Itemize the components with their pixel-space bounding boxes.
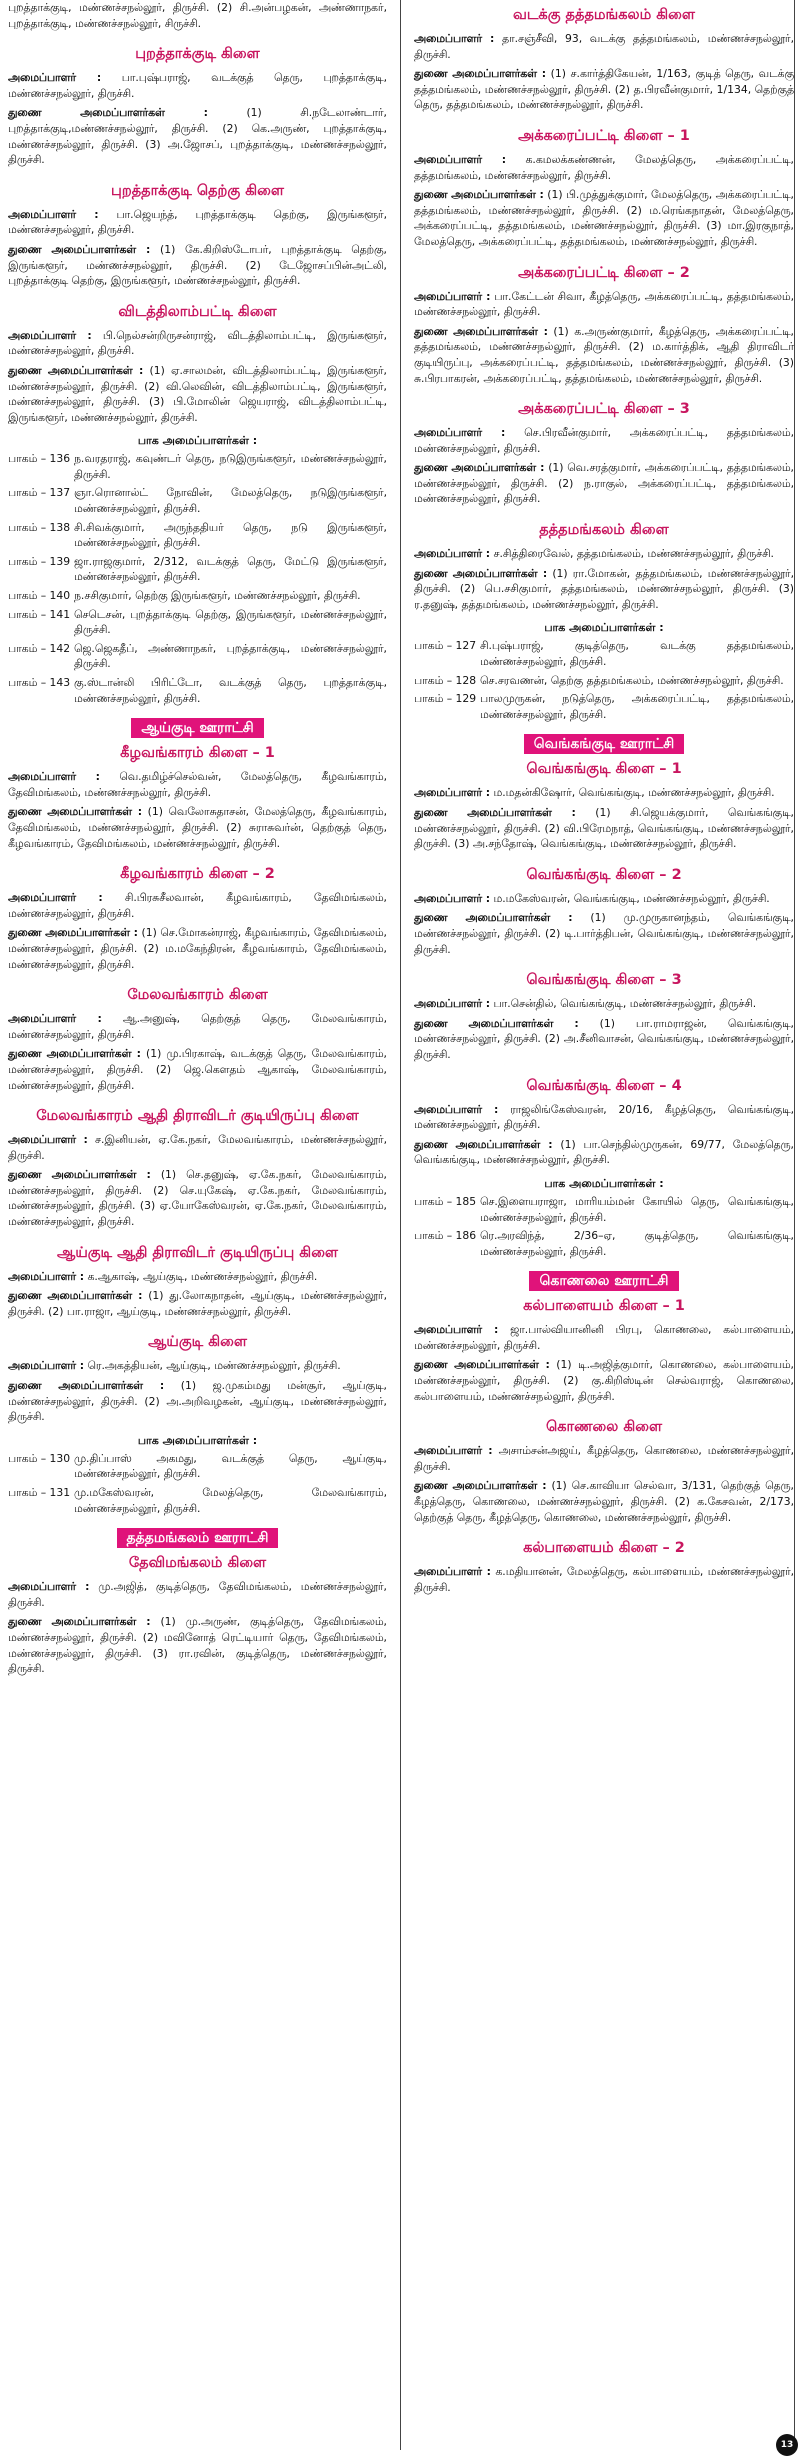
- deputies-text: (1) செ.காவியா செல்வா, 3/131, தெற்குத் தெரு, கீழத்தெரு, கொணலை, மண்ணச்சநல்லூர், திருச்சி. (2) க.கேசவன், 2/173, தெற்குத் தெரு, கீழத்தெரு, கொணலை, மண்ணச்சநல்லூர், திருச்சி.: [414, 1479, 794, 1524]
- deputies-text: (1) மு.முருகானந்தம், வெங்கங்குடி, மண்ணச்சநல்லூர், திருச்சி. (2) டி.பார்த்திபன், வெங்கங்குடி, மண்ணச்சநல்லூர், திருச்சி.: [414, 911, 794, 956]
- deputies-text: (1) பி.முத்துக்குமார், மேலத்தெரு, அக்கரைப்பட்டி, தத்தமங்கலம், மண்ணச்சநல்லூர், திருச்சி. (2) ம.ரெங்கநாதன், மேலத்தெரு, அக்கரைப்பட்டி, தத்தமங்கலம், மண்ணச்சநல்லூர், திருச்சி. (3) மா.இரகுநாத், மேலத்தெரு, அக்கரைப்பட்டி, தத்தமங்கலம், மண்ணச்சநல்லூர், திருச்சி.: [414, 188, 794, 248]
- organizer-text: பா.ஜெயந்த், புறத்தாக்குடி தெற்கு, இருங்களூர், மண்ணச்சநல்லூர், திருச்சி.: [8, 207, 388, 237]
- organizer-label: அமைப்பாளர் :: [414, 547, 491, 561]
- deputies-entry: [414, 324, 794, 386]
- branch-title: வெங்கங்குடி கிளை – 1: [526, 761, 682, 778]
- organizer-text: பா.சென்தில், வெங்கங்குடி, மண்ணச்சநல்லூர், திருச்சி.: [493, 997, 757, 1011]
- deputies-text: (1) க.அருண்குமார், கீழத்தெரு, அக்கரைப்பட்டி, தத்தமங்கலம், மண்ணச்சநல்லூர், திருச்சி. (2) ம.கார்த்திக், ஆதி திராவிடர் குடியிருப்பு, அக்கரைப்பட்டி, தத்தமங்கலம், மண்ணச்சநல்லூர், திருச்சி. (3) சு.பிரபாகரன், அக்கரைப்பட்டி, தத்தமங்கலம், மண்ணச்சநல்லூர், திருச்சி.: [414, 324, 794, 385]
- branch-title: வெங்கங்குடி கிளை – 2: [526, 866, 682, 883]
- deputies-entry: [414, 66, 794, 113]
- organizer-entry: [414, 1102, 794, 1133]
- deputies-label: துணை அமைப்பாளர்கள் :: [414, 1358, 550, 1372]
- deputies-label: துணை அமைப்பாளர்கள் :: [414, 461, 545, 475]
- branch-title: புறத்தாக்குடி தெற்கு கிளை: [111, 182, 284, 199]
- panchayat-banner: தத்தமங்கலம் ஊராட்சி: [117, 1528, 279, 1548]
- deputies-label: துணை அமைப்பாளர்கள் :: [414, 806, 576, 819]
- deputies-label: துணை அமைப்பாளர்கள் :: [8, 1289, 143, 1303]
- booth-text: ரெ.அரவிந்த், 2/36–ஏ, குடித்தெரு, வெங்கங்குடி, மண்ணச்சநல்லூர், திருச்சி.: [480, 1229, 794, 1258]
- booth-number: பாகம் – 140: [8, 589, 71, 603]
- organizer-text: பா.கேட்டன் சிவா, கீழத்தெரு, அக்கரைப்பட்டி, தத்தமங்கலம், மண்ணச்சநல்லூர், திருச்சி.: [414, 289, 794, 319]
- booth-number: பாகம் – 139: [8, 554, 71, 568]
- organizer-label: அமைப்பாளர் :: [414, 891, 491, 905]
- branch-title: கல்பாளையம் கிளை – 2: [523, 1540, 685, 1557]
- organizer-entry: [8, 1132, 387, 1163]
- organizer-text: ம.மகேஸ்வரன், வெங்கங்குடி, மண்ணச்சநல்லூர், திருச்சி.: [493, 891, 770, 905]
- organizer-label: அமைப்பாளர் :: [8, 1133, 88, 1147]
- deputies-text: (1) ஏ.சாலமன், விடத்திலாம்பட்டி, இருங்களூர், மண்ணச்சநல்லூர், திருச்சி. (2) வி.லெவின், விடத்திலாம்பட்டி, இருங்களூர், மண்ணச்சநல்லூர், திருச்சி. (3) பி.மோலின் ஜெயராஜ், விடத்திலாம்பட்டி, இருங்களூர், மண்ணச்சநல்லூர், திருச்சி.: [8, 363, 387, 424]
- booth-row: [8, 1451, 387, 1482]
- booth-number: பாகம் – 127: [414, 639, 477, 653]
- deputies-entry: [8, 804, 387, 851]
- deputies-entry: [8, 105, 387, 167]
- deputies-label: துணை அமைப்பாளர்கள் :: [414, 1137, 553, 1151]
- organizer-text: க.கமலக்கண்ணன், மேலத்தெரு, அக்கரைப்பட்டி, தத்தமங்கலம், மண்ணச்சநல்லூர், திருச்சி.: [414, 152, 794, 182]
- organizer-text: ரெ.அகத்தியன், ஆய்குடி, மண்ணச்சநல்லூர், திருச்சி.: [87, 1359, 341, 1373]
- branch-title: அக்கரைப்பட்டி கிளை – 2: [518, 264, 690, 281]
- organizer-text: ச.இனியன், ஏ.கே.நகர், மேலவங்காரம், மண்ணச்சநல்லூர், திருச்சி.: [8, 1133, 388, 1162]
- organizer-entry: [8, 207, 387, 238]
- organizer-entry: [414, 425, 794, 456]
- booth-heading: பாக அமைப்பாளர்கள் :: [137, 434, 258, 448]
- booth-row: [8, 1485, 387, 1516]
- deputies-text: (1) பா.செந்தில்முருகன், 69/77, மேலத்தெரு, வெங்கங்குடி, மண்ணச்சநல்லூர், திருச்சி.: [414, 1137, 794, 1167]
- booth-number: பாகம் – 143: [8, 676, 71, 689]
- organizer-label: அமைப்பாளர் :: [414, 152, 507, 166]
- deputies-text: (1) ச.கார்த்திகேயன், 1/163, குடித் தெரு, வடக்கு தத்தமங்கலம், மண்ணச்சநல்லூர், திருச்சி. (2) த.பிரவீன்குமார், 1/134, தெற்குத் தெரு, தத்தமங்கலம், மண்ணச்சநல்லூர், திருச்சி.: [414, 67, 794, 112]
- deputies-entry: [414, 1478, 794, 1525]
- branch-title: ஆய்குடி ஆதி திராவிடர் குடியிருப்பு கிளை: [56, 1244, 338, 1261]
- branch-title: வெங்கங்குடி கிளை – 4: [526, 1077, 682, 1094]
- booth-number: பாகம் – 142: [8, 641, 71, 655]
- deputies-entry: [414, 805, 794, 852]
- branch-title: புறத்தாக்குடி கிளை: [135, 46, 260, 63]
- panchayat-banner: கொணலை ஊராட்சி: [529, 1271, 678, 1291]
- deputies-label: துணை அமைப்பாளர்கள் :: [8, 1047, 141, 1061]
- branch-title: கீழவங்காரம் கிளை – 2: [120, 866, 275, 883]
- deputies-entry: [414, 1016, 794, 1063]
- organizer-entry: [414, 31, 794, 62]
- branch-title: விடத்திலாம்பட்டி கிளை: [118, 303, 277, 320]
- organizer-text: க.ஆகாஷ், ஆய்குடி, மண்ணச்சநல்லூர், திருச்சி.: [87, 1269, 318, 1283]
- booth-row: [8, 675, 387, 706]
- deputies-entry: [414, 1137, 794, 1168]
- deputies-label: துணை அமைப்பாளர்கள் :: [414, 67, 547, 81]
- deputies-label: துணை அமைப்பாளர்கள் :: [8, 805, 143, 819]
- booth-text: ஞா.ரொனால்ட் நோவின், மேலத்தெரு, நடுஇருங்களூர், மண்ணச்சநல்லூர், திருச்சி.: [74, 486, 387, 516]
- branch-title: கொணலை கிளை: [545, 1419, 663, 1436]
- deputies-label: துணை அமைப்பாளர்கள் :: [8, 242, 151, 256]
- booth-heading: பாக அமைப்பாளர்கள் :: [544, 1176, 664, 1190]
- organizer-text: ஜா.பால்வியானினி பிரபு, கொணலை, கல்பாளையம், மண்ணச்சநல்லூர், திருச்சி.: [414, 1323, 795, 1352]
- deputies-entry: [8, 1167, 387, 1229]
- organizer-text: ம.மதன்கிஷோர், வெங்கங்குடி, மண்ணச்சநல்லூர், திருச்சி.: [493, 786, 775, 800]
- organizer-label: அமைப்பாளர் :: [8, 207, 99, 221]
- organizer-entry: [8, 1269, 387, 1285]
- organizer-label: அமைப்பாளர் :: [8, 71, 102, 85]
- organizer-entry: [414, 152, 794, 183]
- panchayat-banner: வெங்கங்குடி ஊராட்சி: [524, 734, 684, 754]
- deputies-entry: [414, 187, 794, 249]
- deputies-text: (1) பா.ராமராஜன், வெங்கங்குடி, மண்ணச்சநல்லூர், திருச்சி. (2) அ.சீனிவாசன், வெங்கங்குடி, மண்ணச்சநல்லூர், திருச்சி.: [414, 1016, 794, 1061]
- organizer-text: ராஜலிங்கேஸ்வரன், 20/16, கீழத்தெரு, வெங்கங்குடி, மண்ணச்சநல்லூர், திருச்சி.: [414, 1102, 795, 1132]
- booth-heading: பாக அமைப்பாளர்கள் :: [544, 621, 664, 635]
- deputies-text: (1) மு.அருண், குடித்தெரு, தேவிமங்கலம், மண்ணச்சநல்லூர், திருச்சி. (2) மவினோத் ரெட்டியார் தெரு, தேவிமங்கலம், மண்ணச்சநல்லூர், திருச்சி. (3) ரா.ரவின், குடித்தெரு, மண்ணச்சநல்லூர், திருச்சி.: [8, 1615, 387, 1676]
- deputies-entry: [8, 1046, 387, 1093]
- branch-title: அக்கரைப்பட்டி கிளை – 3: [518, 401, 690, 418]
- organizer-entry: [414, 891, 794, 907]
- deputies-entry: [8, 363, 387, 425]
- booth-text: ந.சசிகுமார், தெற்கு இருங்களூர், மண்ணச்சநல்லூர், திருச்சி.: [74, 589, 361, 603]
- deputies-label: துணை அமைப்பாளர்கள் :: [414, 1479, 547, 1493]
- deputies-text: (1) வெ.சரத்குமார், அக்கரைப்பட்டி, தத்தமங்கலம், மண்ணச்சநல்லூர், திருச்சி. (2) ந.ராகுல், அக்கரைப்பட்டி, தத்தமங்கலம், மண்ணச்சநல்லூர், திருச்சி.: [414, 461, 794, 506]
- organizer-label: அமைப்பாளர் :: [414, 1323, 499, 1337]
- deputies-text: (1) ஜ.முகம்மது மன்சூர், ஆய்குடி, மண்ணச்சநல்லூர், திருச்சி. (2) அ.அறிவழகன், ஆய்குடி, மண்ணச்சநல்லூர், திருச்சி.: [8, 1379, 387, 1424]
- booth-number: பாகம் – 137: [8, 486, 71, 500]
- organizer-text: அசாம்சன்அஜய், கீழத்தெரு, கொணலை, மண்ணச்சநல்லூர், திருச்சி.: [414, 1444, 795, 1473]
- organizer-entry: [8, 769, 387, 800]
- deputies-label: துணை அமைப்பாளர்கள் :: [8, 363, 144, 377]
- booth-row: [414, 1194, 794, 1225]
- organizer-label: அமைப்பாளர் :: [8, 1359, 85, 1373]
- organizer-label: அமைப்பாளர் :: [414, 1444, 493, 1458]
- organizer-label: அமைப்பாளர் :: [414, 786, 491, 800]
- booth-number: பாகம் – 136: [8, 452, 71, 466]
- deputies-text: (1) ரா.மோகன், தத்தமங்கலம், மண்ணச்சநல்லூர், திருச்சி. (2) பெ.சசிகுமார், தத்தமங்கலம், மண்ணச்சநல்லூர், திருச்சி. (3) ர.தனுஷ், தத்தமங்கலம், மண்ணச்சநல்லூர், திருச்சி.: [414, 566, 795, 611]
- booth-text: மு.மகேஸ்வரன், மேலத்தெரு, மேலவங்காரம், மண்ணச்சநல்லூர், திருச்சி.: [74, 1486, 387, 1515]
- booth-row: [8, 588, 387, 604]
- organizer-label: அமைப்பாளர் :: [414, 289, 491, 303]
- booth-number: பாகம் – 128: [414, 673, 477, 687]
- booth-number: பாகம் – 129: [414, 692, 477, 706]
- organizer-entry: [8, 70, 387, 101]
- organizer-entry: [8, 890, 387, 921]
- page-number: 13: [776, 2434, 798, 2456]
- panchayat-banner: ஆய்குடி ஊராட்சி: [131, 718, 263, 738]
- booth-text: சி.புஷ்பராஜ், குடித்தெரு, வடக்கு தத்தமங்கலம், மண்ணச்சநல்லூர், திருச்சி.: [480, 639, 794, 669]
- booth-text: கு.ஸ்டான்லி பிரிட்டோ, வடக்குத் தெரு, புறத்தாக்குடி, மண்ணச்சநல்லூர், திருச்சி.: [74, 676, 387, 705]
- deputies-text: (1) கே.கிறிஸ்டோபர், புறத்தாக்குடி தெற்கு, இருங்களூர், மண்ணச்சநல்லூர், திருச்சி. (2) டேஜோசப்பின்அட்லி, புறத்தாக்குடி தெற்கு, இருங்களூர், மண்ணச்சநல்லூர், திருச்சி.: [8, 242, 387, 288]
- deputies-entry: [8, 1378, 387, 1425]
- organizer-label: அமைப்பாளர் :: [8, 770, 100, 784]
- organizer-entry: [414, 996, 794, 1012]
- organizer-label: அமைப்பாளர் :: [414, 426, 506, 440]
- booth-text: ஜெ.ஜெகதீப், அண்ணாநகர், புறத்தாக்குடி, மண்ணச்சநல்லூர், திருச்சி.: [74, 641, 387, 671]
- booth-number: பாகம் – 130: [8, 1451, 71, 1465]
- intro-text: புறத்தாக்குடி, மண்ணச்சநல்லூர், திருச்சி. (2) சி.அன்பழகன், அண்ணாநகர், புறத்தாக்குடி, மண்ணச்சநல்லூர், சிருச்சி.: [8, 1, 387, 30]
- organizer-text: ஆ.அனுஷ், தெற்குத் தெரு, மேலவங்காரம், மண்ணச்சநல்லூர், திருச்சி.: [8, 1012, 388, 1041]
- deputies-entry: [8, 925, 387, 972]
- deputies-text: (1) செ.மோகன்ராஜ், கீழவங்காரம், தேவிமங்கலம், மண்ணச்சநல்லூர், திருச்சி. (2) ம.மகேந்திரன், கீழவங்காரம், தேவிமங்கலம், மண்ணச்சநல்லூர், திருச்சி.: [8, 926, 387, 971]
- booth-row: [414, 638, 794, 669]
- branch-title: வெங்கங்குடி கிளை – 3: [526, 972, 682, 989]
- branch-title: அக்கரைப்பட்டி கிளை – 1: [518, 127, 690, 144]
- deputies-text: (1) வெலோசுதாசன், மேலத்தெரு, கீழவங்காரம், தேவிமங்கலம், மண்ணச்சநல்லூர், திருச்சி. (2) சுராசுவர்ன், தெற்குத் தெரு, கீழவங்காரம், தேவிமங்கலம், மண்ணச்சநல்லூர், திருச்சி.: [8, 805, 388, 850]
- branch-title: கீழவங்காரம் கிளை – 1: [120, 745, 275, 762]
- organizer-entry: [8, 1358, 387, 1374]
- booth-row: [8, 607, 387, 638]
- booth-text: ந.வரதராஜ், கவுண்டர் தெரு, நடுஇருங்களூர், மண்ணச்சநல்லூர், திருச்சி.: [74, 452, 387, 481]
- organizer-label: அமைப்பாளர் :: [8, 891, 103, 905]
- deputies-label: துணை அமைப்பாளர்கள் :: [8, 1168, 151, 1182]
- deputies-text: (1) சி.நடேலாண்டார், புறத்தாக்குடி,மண்ணச்சநல்லூர், திருச்சி. (2) கெ.அருண், புறத்தாக்குடி, மண்ணச்சநல்லூர், திருச்சி. (3) அ.ஜோசப், புறத்தாக்குடி, மண்ணச்சநல்லூர், திருச்சி.: [8, 106, 387, 167]
- organizer-label: அமைப்பாளர் :: [414, 32, 495, 45]
- organizer-entry: [414, 546, 794, 562]
- deputies-label: துணை அமைப்பாளர்கள் :: [8, 1615, 151, 1629]
- organizer-text: ச.சித்திரைவேல், தத்தமங்கலம், மண்ணச்சநல்லூர், திருச்சி.: [493, 547, 774, 561]
- booth-number: பாகம் – 138: [8, 520, 71, 534]
- deputies-label: துணை அமைப்பாளர்கள் :: [8, 106, 208, 120]
- organizer-entry: [414, 1322, 794, 1353]
- organizer-text: மு.அஜித், குடித்தெரு, தேவிமங்கலம், மண்ணச்சநல்லூர், திருச்சி.: [8, 1580, 387, 1609]
- deputies-label: துணை அமைப்பாளர்கள் :: [414, 566, 548, 580]
- deputies-label: துணை அமைப்பாளர்கள் :: [414, 188, 544, 202]
- organizer-entry: [414, 1443, 794, 1474]
- deputies-text: (1) டி.அஜித்குமார், கொணலை, கல்பாளையம், மண்ணச்சநல்லூர், திருச்சி. (2) கு.கிறிஸ்டின் செல்வராஜ், கொணலை, கல்பாளையம், மண்ணச்சநல்லூர், திருச்சி.: [414, 1358, 794, 1403]
- booth-text: செடெசன், புறத்தாக்குடி தெற்கு, இருங்களூர், மண்ணச்சநல்லூர், திருச்சி.: [74, 607, 387, 637]
- organizer-text: பா.புஷ்பராஜ், வடக்குத் தெரு, புறத்தாக்குடி, மண்ணச்சநல்லூர், திருச்சி.: [8, 71, 387, 100]
- booth-row: [8, 485, 387, 516]
- deputies-entry: [414, 566, 794, 613]
- booth-row: [8, 451, 387, 482]
- organizer-entry: [414, 785, 794, 801]
- organizer-label: அமைப்பாளர் :: [8, 328, 92, 342]
- booth-row: [414, 691, 794, 722]
- booth-text: செ.இளையராஜா, மாரியம்மன் கோயில் தெரு, வெங்கங்குடி, மண்ணச்சநல்லூர், திருச்சி.: [480, 1194, 794, 1224]
- organizer-text: செ.பிரவீன்குமார், அக்கரைப்பட்டி, தத்தமங்கலம், மண்ணச்சநல்லூர், திருச்சி.: [414, 426, 794, 455]
- column-divider: [400, 0, 401, 2450]
- booth-number: பாகம் – 141: [8, 607, 71, 621]
- booth-row: [414, 673, 794, 689]
- organizer-text: க.மதியானன், மேலத்தெரு, கல்பாளையம், மண்ணச்சநல்லூர், திருச்சி.: [414, 1565, 795, 1594]
- booth-row: [8, 641, 387, 672]
- deputies-entry: [414, 910, 794, 957]
- deputies-label: துணை அமைப்பாளர்கள் :: [414, 1016, 579, 1030]
- organizer-entry: [8, 1579, 387, 1610]
- booth-text: செ.சரவணன், தெற்கு தத்தமங்கலம், மண்ணச்சநல்லூர், திருச்சி.: [480, 673, 784, 687]
- booth-text: சி.சிவக்குமார், அருந்ததியர் தெரு, நடு இருங்களூர், மண்ணச்சநல்லூர், திருச்சி.: [74, 520, 387, 550]
- booth-number: பாகம் – 185: [414, 1194, 477, 1208]
- deputies-entry: [8, 1614, 387, 1676]
- right-column: [406, 0, 800, 2450]
- branch-title: மேலவங்காரம் ஆதி திராவிடர் குடியிருப்பு கிளை: [36, 1108, 359, 1125]
- booth-row: [8, 554, 387, 585]
- deputies-entry: [8, 1288, 387, 1319]
- deputies-text: (1) சி.ஜெயக்குமார், வெங்கங்குடி, மண்ணச்சநல்லூர், திருச்சி. (2) வி.பிரேமநாத், வெங்கங்குடி, மண்ணச்சநல்லூர், திருச்சி. (3) அ.சந்தோஷ், வெங்கங்குடி, மண்ணச்சநல்லூர், திருச்சி.: [414, 806, 794, 851]
- organizer-entry: [414, 1564, 794, 1595]
- organizer-label: அமைப்பாளர் :: [8, 1580, 90, 1594]
- deputies-text: (1) து.லோகநாதன், ஆய்குடி, மண்ணச்சநல்லூர், திருச்சி. (2) பா.ராஜா, ஆய்குடி, மண்ணச்சநல்லூர், திருச்சி.: [8, 1289, 388, 1318]
- branch-title: கல்பாளையம் கிளை – 1: [523, 1298, 685, 1315]
- booth-text: மு.திப்பாஸ் அகமது, வடக்குத் தெரு, ஆய்குடி, மண்ணச்சநல்லூர், திருச்சி.: [74, 1451, 387, 1481]
- organizer-label: அமைப்பாளர் :: [414, 997, 491, 1011]
- organizer-text: வெ.தமிழ்ச்செல்வன், மேலத்தெரு, கீழவங்காரம், தேவிமங்கலம், மண்ணச்சநல்லூர், திருச்சி.: [8, 770, 387, 799]
- deputies-text: (1) மு.பிரகாஷ், வடக்குத் தெரு, மேலவங்காரம், மண்ணச்சநல்லூர், திருச்சி. (2) ஜெ.கௌதம் ஆகாஷ், மேலவங்காரம், மண்ணச்சநல்லூர், திருச்சி.: [8, 1047, 387, 1092]
- organizer-label: அமைப்பாளர் :: [414, 1565, 492, 1579]
- deputies-label: துணை அமைப்பாளர்கள் :: [8, 1379, 165, 1393]
- branch-title: தத்தமங்கலம் கிளை: [539, 522, 669, 539]
- organizer-label: அமைப்பாளர் :: [8, 1012, 102, 1026]
- branch-title: தேவிமங்கலம் கிளை: [128, 1555, 267, 1572]
- left-column: [0, 0, 394, 2450]
- organizer-label: அமைப்பாளர் :: [8, 1269, 85, 1283]
- booth-text: பாலமுருகன், நடுத்தெரு, அக்கரைப்பட்டி, தத்தமங்கலம், மண்ணச்சநல்லூர், திருச்சி.: [480, 692, 794, 721]
- branch-title: மேலவங்காரம் கிளை: [127, 987, 268, 1004]
- deputies-text: (1) செ.தனுஷ், ஏ.கே.நகர், மேலவங்காரம், மண்ணச்சநல்லூர், திருச்சி. (2) செ.யுகேஷ், ஏ.கே.நகர், மேலவங்காரம், மண்ணச்சநல்லூர், திருச்சி. (3) ஏ.யோகேஸ்வரன், ஏ.கே.நகர், மேலவங்காரம், மண்ணச்சநல்லூர், திருச்சி.: [8, 1168, 387, 1229]
- organizer-label: அமைப்பாளர் :: [414, 1102, 499, 1116]
- branch-title: ஆய்குடி கிளை: [148, 1334, 247, 1351]
- booth-text: ஜா.ராஜகுமார், 2/312, வடக்குத் தெரு, மேட்டு இருங்களூர், மண்ணச்சநல்லூர், திருச்சி.: [74, 554, 387, 584]
- booth-row: [8, 520, 387, 551]
- booth-heading: பாக அமைப்பாளர்கள் :: [137, 1433, 258, 1447]
- deputies-label: துணை அமைப்பாளர்கள் :: [414, 324, 548, 338]
- branch-title: வடக்கு தத்தமங்கலம் கிளை: [513, 7, 695, 23]
- deputies-entry: [414, 460, 794, 507]
- organizer-entry: [8, 1011, 387, 1042]
- deputies-entry: [414, 1357, 794, 1404]
- booth-row: [414, 1228, 794, 1259]
- deputies-entry: [8, 242, 387, 289]
- organizer-text: பி.நெல்சன்றிருசன்ராஜ், விடத்திலாம்பட்டி, இருங்களூர், மண்ணச்சநல்லூர், திருச்சி.: [8, 328, 388, 358]
- deputies-label: துணை அமைப்பாளர்கள் :: [8, 926, 138, 940]
- organizer-entry: [414, 289, 794, 320]
- organizer-entry: [8, 328, 387, 359]
- organizer-text: சி.பிரசுசீலவான், கீழவங்காரம், தேவிமங்கலம், மண்ணச்சநல்லூர், திருச்சி.: [8, 891, 387, 920]
- deputies-label: துணை அமைப்பாளர்கள் :: [414, 911, 573, 925]
- booth-number: பாகம் – 186: [414, 1229, 477, 1243]
- organizer-text: தா.சஞ்சீவி, 93, வடக்கு தத்தமங்கலம், மண்ணச்சநல்லூர், திருச்சி.: [414, 32, 794, 61]
- booth-number: பாகம் – 131: [8, 1486, 71, 1499]
